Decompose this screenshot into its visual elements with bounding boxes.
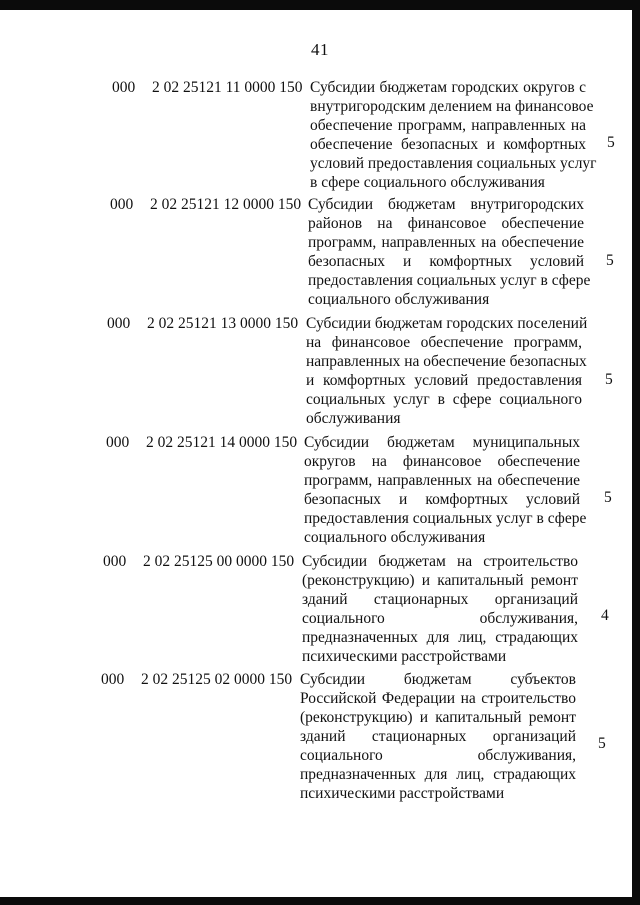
kbk-code: 2 02 25121 14 0000 150 (146, 434, 298, 451)
admin-code: 000 (110, 196, 134, 213)
admin-code: 000 (112, 79, 136, 96)
row-description (310, 78, 597, 192)
description-line: Субсидии бюджетам городских поселений (306, 315, 588, 332)
admin-code: 000 (106, 434, 130, 451)
kbk-code: 2 02 25121 12 0000 150 (150, 196, 302, 213)
description-line: предоставления социальных услуг в сфере (308, 272, 591, 289)
description-line: Субсидии бюджетам субъектов (300, 671, 576, 688)
description-line: Субсидии бюджетам на строительство (302, 553, 578, 570)
description-line: социального обслуживания (308, 291, 490, 308)
kbk-code: 2 02 25121 13 0000 150 (147, 315, 299, 332)
admin-code: 000 (103, 553, 127, 570)
row-amount: 5 (598, 735, 606, 752)
description-line: Субсидии бюджетам городских округов с (310, 79, 586, 96)
description-line: округов на финансовое обеспечение (304, 453, 580, 470)
description-line: социального обслуживания, (302, 610, 578, 627)
description-line: социальных услуг в сфере социального (306, 391, 582, 408)
scan-border-right (632, 0, 640, 905)
row-amount: 5 (606, 252, 614, 269)
description-line: и комфортных условий предоставления (306, 372, 582, 389)
row-description (302, 552, 578, 666)
description-line: условий предоставления социальных услуг (310, 155, 597, 172)
description-line: направленных на обеспечение безопасных (306, 353, 587, 370)
description-line: Субсидии бюджетам муниципальных (304, 434, 580, 451)
row-description (304, 433, 587, 547)
row-amount: 4 (601, 607, 609, 624)
description-line: (реконструкцию) и капитальный ремонт (300, 709, 576, 726)
description-line: психическими расстройствами (300, 785, 505, 802)
description-line: обслуживания (306, 410, 401, 427)
description-line: предназначенных для лиц, страдающих (302, 629, 578, 646)
row-description (308, 195, 591, 309)
description-line: зданий стационарных организаций (302, 591, 578, 608)
description-line: внутригородским делением на финансовое (310, 98, 594, 115)
row-amount: 5 (604, 489, 612, 506)
row-description (300, 670, 576, 803)
scan-border-top (0, 0, 640, 10)
description-line: программ, направленных на обеспечение (304, 472, 580, 489)
admin-code: 000 (107, 315, 131, 332)
description-line: предназначенных для лиц, страдающих (300, 766, 576, 783)
row-description (306, 314, 588, 428)
kbk-code: 2 02 25125 00 0000 150 (143, 553, 295, 570)
description-line: на финансовое обеспечение программ, (306, 334, 582, 351)
description-line: психическими расстройствами (302, 648, 507, 665)
description-line: Субсидии бюджетам внутригородских (308, 196, 584, 213)
description-line: обеспечение программ, направленных на (310, 117, 586, 134)
description-line: социального обслуживания, (300, 747, 576, 764)
description-line: безопасных и комфортных условий (308, 253, 584, 270)
description-line: в сфере социального обслуживания (310, 174, 545, 191)
description-line: Российской Федерации на строительство (300, 690, 576, 707)
description-line: социального обслуживания (304, 529, 486, 546)
description-line: обеспечение безопасных и комфортных (310, 136, 586, 153)
description-line: безопасных и комфортных условий (304, 491, 580, 508)
kbk-code: 2 02 25125 02 0000 150 (141, 671, 293, 688)
page-number: 41 (311, 40, 329, 59)
description-line: предоставления социальных услуг в сфере (304, 510, 587, 527)
description-line: (реконструкцию) и капитальный ремонт (302, 572, 578, 589)
row-amount: 5 (607, 134, 615, 151)
description-line: программ, направленных на обеспечение (308, 234, 584, 251)
description-line: районов на финансовое обеспечение (308, 215, 584, 232)
kbk-code: 2 02 25121 11 0000 150 (152, 79, 303, 96)
row-amount: 5 (605, 371, 613, 388)
description-line: зданий стационарных организаций (300, 728, 576, 745)
scan-border-bottom (0, 897, 640, 905)
admin-code: 000 (101, 671, 125, 688)
